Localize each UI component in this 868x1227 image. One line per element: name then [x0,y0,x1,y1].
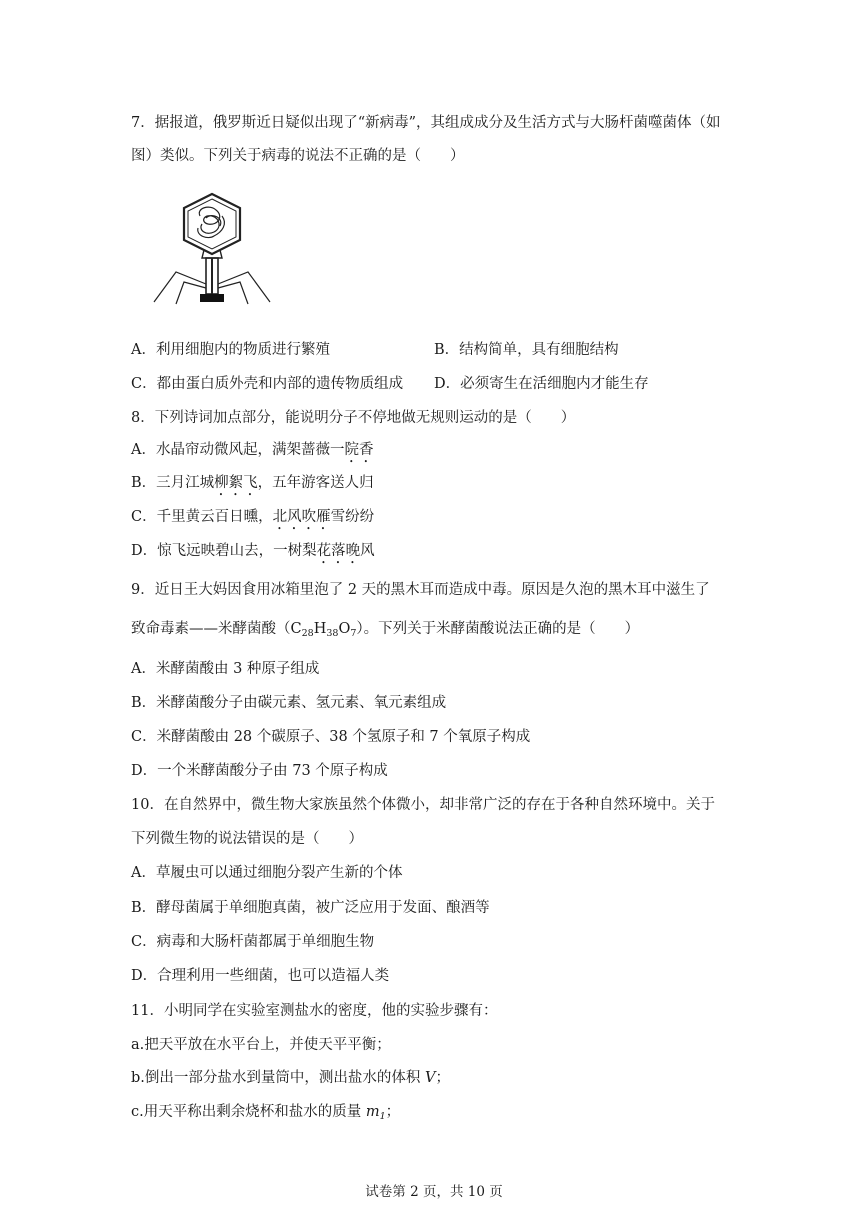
chemical-formula [291,621,357,637]
phage-dna [198,207,225,237]
q11-step-a: a.把天平放在水平台上，并使天平平衡； [131,1037,391,1053]
q8-option-a [131,440,373,466]
mass-variable-subscript: 1 [379,1111,386,1122]
q11-step-b [131,1068,450,1088]
q8-c-post: 雪纷纷 [330,509,375,525]
formula-c-count: 28 [301,628,314,639]
q7-option-c: C．都由蛋白质外壳和内部的遗传物质组成 [131,376,404,392]
q9-option-a: A．米酵菌酸由 3 种原子组成 [131,661,320,677]
formula-h-count: 38 [326,628,339,639]
phage-tail-fiber-right [218,272,270,302]
formula-h: H [313,621,327,637]
phage-base-plate [200,294,224,302]
q7-option-a: A．利用细胞内的物质进行繁殖 [131,342,330,358]
q10-option-c: C．病毒和大肠杆菌都属于单细胞生物 [131,934,375,950]
q11-step-b-text: b.倒出一部分盐水到量筒中，测出盐水的体积 [131,1070,425,1086]
phage-tail-fiber-left [154,272,206,302]
volume-variable: V [425,1070,436,1086]
q9-option-d: D．一个米酵菌酸分子由 73 个原子构成 [131,763,388,779]
q8-b-post: ，五年游客送人归 [257,475,374,491]
q9-stem-pre: 致命毒素——米酵菌酸（ [131,621,291,637]
q7-option-d: D．必须寄生在活细胞内才能生存 [434,376,649,392]
q10-stem-line2: 下列微生物的说法错误的是（ ） [131,831,363,847]
q8-option-b [131,473,374,499]
q8-option-c [131,507,374,533]
q7-stem-line2: 图）类似。下列关于病毒的说法不正确的是（ ） [131,148,465,164]
q7-option-b: B．结构简单，具有细胞结构 [434,342,619,358]
q10-stem-line1: 10．在自然界中，微生物大家族虽然个体微小，却非常广泛的存在于各种自然环境中。关于 [131,797,715,813]
q8-b-text: B．三月江城 [131,475,215,491]
q8-a-emphasis: 院香 [344,442,374,458]
q8-stem: 8．下列诗词加点部分，能说明分子不停地做无规则运动的是（ ） [131,410,576,426]
q8-d-emphasis: 花落晚 [316,543,361,559]
bacteriophage-figure [148,188,276,310]
q11-step-c-end: ； [385,1104,401,1120]
q9-stem-line1: 9．近日王大妈因食用冰箱里泡了 2 天的黑木耳而造成中毒。原因是久泡的黑木耳中滋生了 [131,582,710,598]
q10-option-b: B．酵母菌属于单细胞真菌，被广泛应用于发面、酿酒等 [131,900,490,916]
q8-option-d [131,541,375,567]
q7-stem-line1: 7．据报道，俄罗斯近日疑似出现了“新病毒”，其组成成分及生活方式与大肠杆菌噬菌体（如 [131,115,721,131]
q11-step-b-end: ； [435,1070,450,1086]
q9-stem-post: ）。下列关于米酵菌酸说法正确的是（ ） [356,621,640,637]
formula-c: C [290,621,302,637]
page-footer: 试卷第 2 页，共 10 页 [365,1184,503,1200]
q9-option-c: C．米酵菌酸由 28 个碳原子、38 个氢原子和 7 个氧原子构成 [131,729,531,745]
q9-option-b: B．米酵菌酸分子由碳元素、氢元素、氧元素组成 [131,695,447,711]
q10-option-a: A．草履虫可以通过细胞分裂产生新的个体 [131,865,403,881]
q8-b-emphasis: 柳絮飞 [214,475,258,491]
q8-a-text: A．水晶帘动微风起，满架蔷薇一 [131,442,345,458]
q11-stem: 11．小明同学在实验室测盐水的密度，他的实验步骤有： [131,1003,498,1019]
formula-o-count: 7 [350,628,357,639]
q9-stem-line2 [131,619,639,644]
formula-o: O [338,621,351,637]
q11-step-c-text: c.用天平称出剩余烧杯和盐水的质量 [131,1104,366,1120]
q10-option-d: D．合理利用一些细菌，也可以造福人类 [131,968,390,984]
q8-c-text: C．千里黄云百日曛， [131,509,273,525]
q8-c-emphasis: 北风吹雁 [272,509,331,525]
q11-step-c [131,1102,400,1127]
q8-d-post: 风 [360,543,375,559]
q8-d-text: D．惊飞远映碧山去，一树梨 [131,543,317,559]
mass-variable: m [365,1104,380,1120]
